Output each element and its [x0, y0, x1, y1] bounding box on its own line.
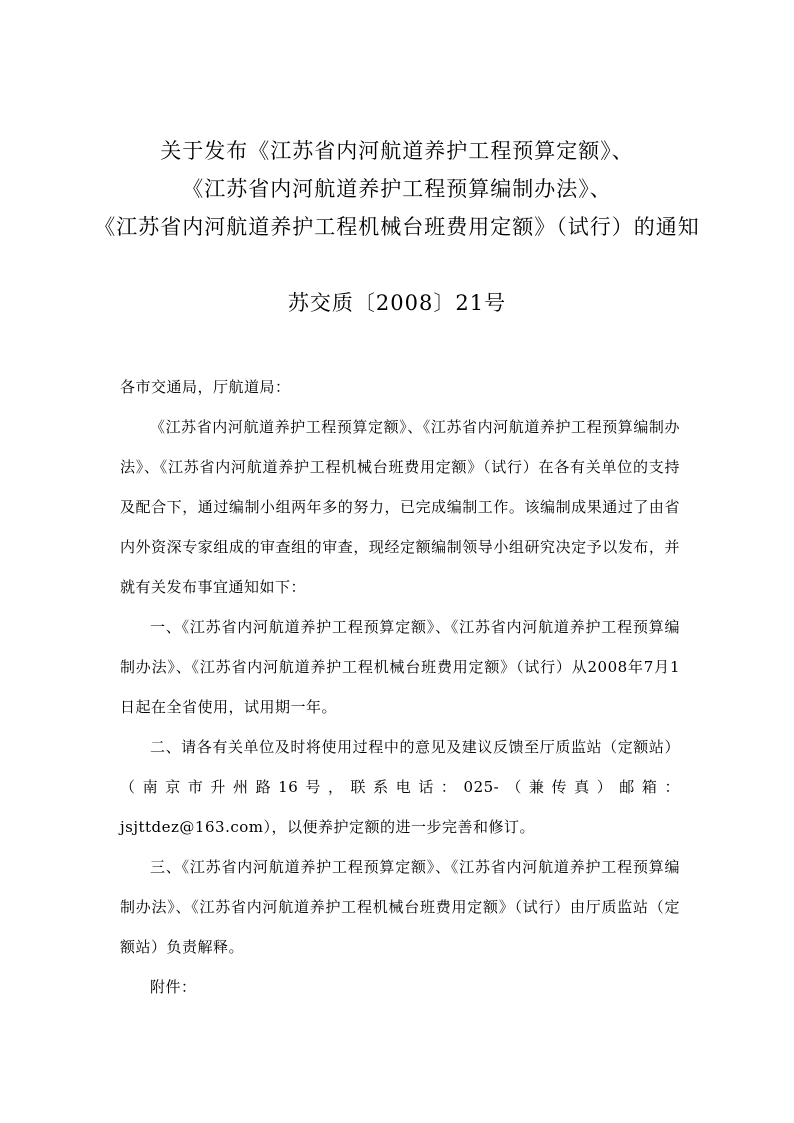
paragraph-item-2: 二、请各有关单位及时将使用过程中的意见及建议反馈至厅质监站（定额站）（南京市升州路16号，联系电话：025-（兼传真）邮箱：jsjttdez@163.com），以便养护定额的进一步完善和修订。 — [120, 738, 680, 836]
paragraph-intro: 《江苏省内河航道养护工程预算定额》、《江苏省内河航道养护工程预算编制办法》、《江苏省内河航道养护工程机械台班费用定额》（试行）在各有关单位的支持及配合下，通过编制小组两年多的努力，已完成编制工作。该编制成果通过了由省内外资深专家组成的审查组的审查，现经定额编制领导小组研究决定予以发布，并就有关发布事宜通知如下： — [120, 418, 680, 596]
title-line-1: 关于发布《江苏省内河航道养护工程预算定额》、 — [160, 139, 634, 163]
salutation: 各市交通局，厅航道局： — [120, 378, 291, 396]
paragraph-item-3: 三、《江苏省内河航道养护工程预算定额》、《江苏省内河航道养护工程预算编制办法》、《江苏省内河航道养护工程机械台班费用定额》（试行）由厅质监站（定额站）负责解释。 — [120, 858, 680, 956]
title-line-3: 《江苏省内河航道养护工程机械台班费用定额》（试行）的通知 — [94, 215, 700, 239]
document-number: 苏交质〔2008〕21号 — [287, 291, 507, 315]
title-line-2: 《江苏省内河航道养护工程预算编制办法》、 — [182, 177, 612, 201]
paragraph-attachment: 附件： — [150, 978, 197, 996]
paragraph-item-1: 一、《江苏省内河航道养护工程预算定额》、《江苏省内河航道养护工程预算编制办法》、《江苏省内河航道养护工程机械台班费用定额》（试行）从2008年7月1日起在全省使用，试用期一年。 — [120, 618, 680, 716]
